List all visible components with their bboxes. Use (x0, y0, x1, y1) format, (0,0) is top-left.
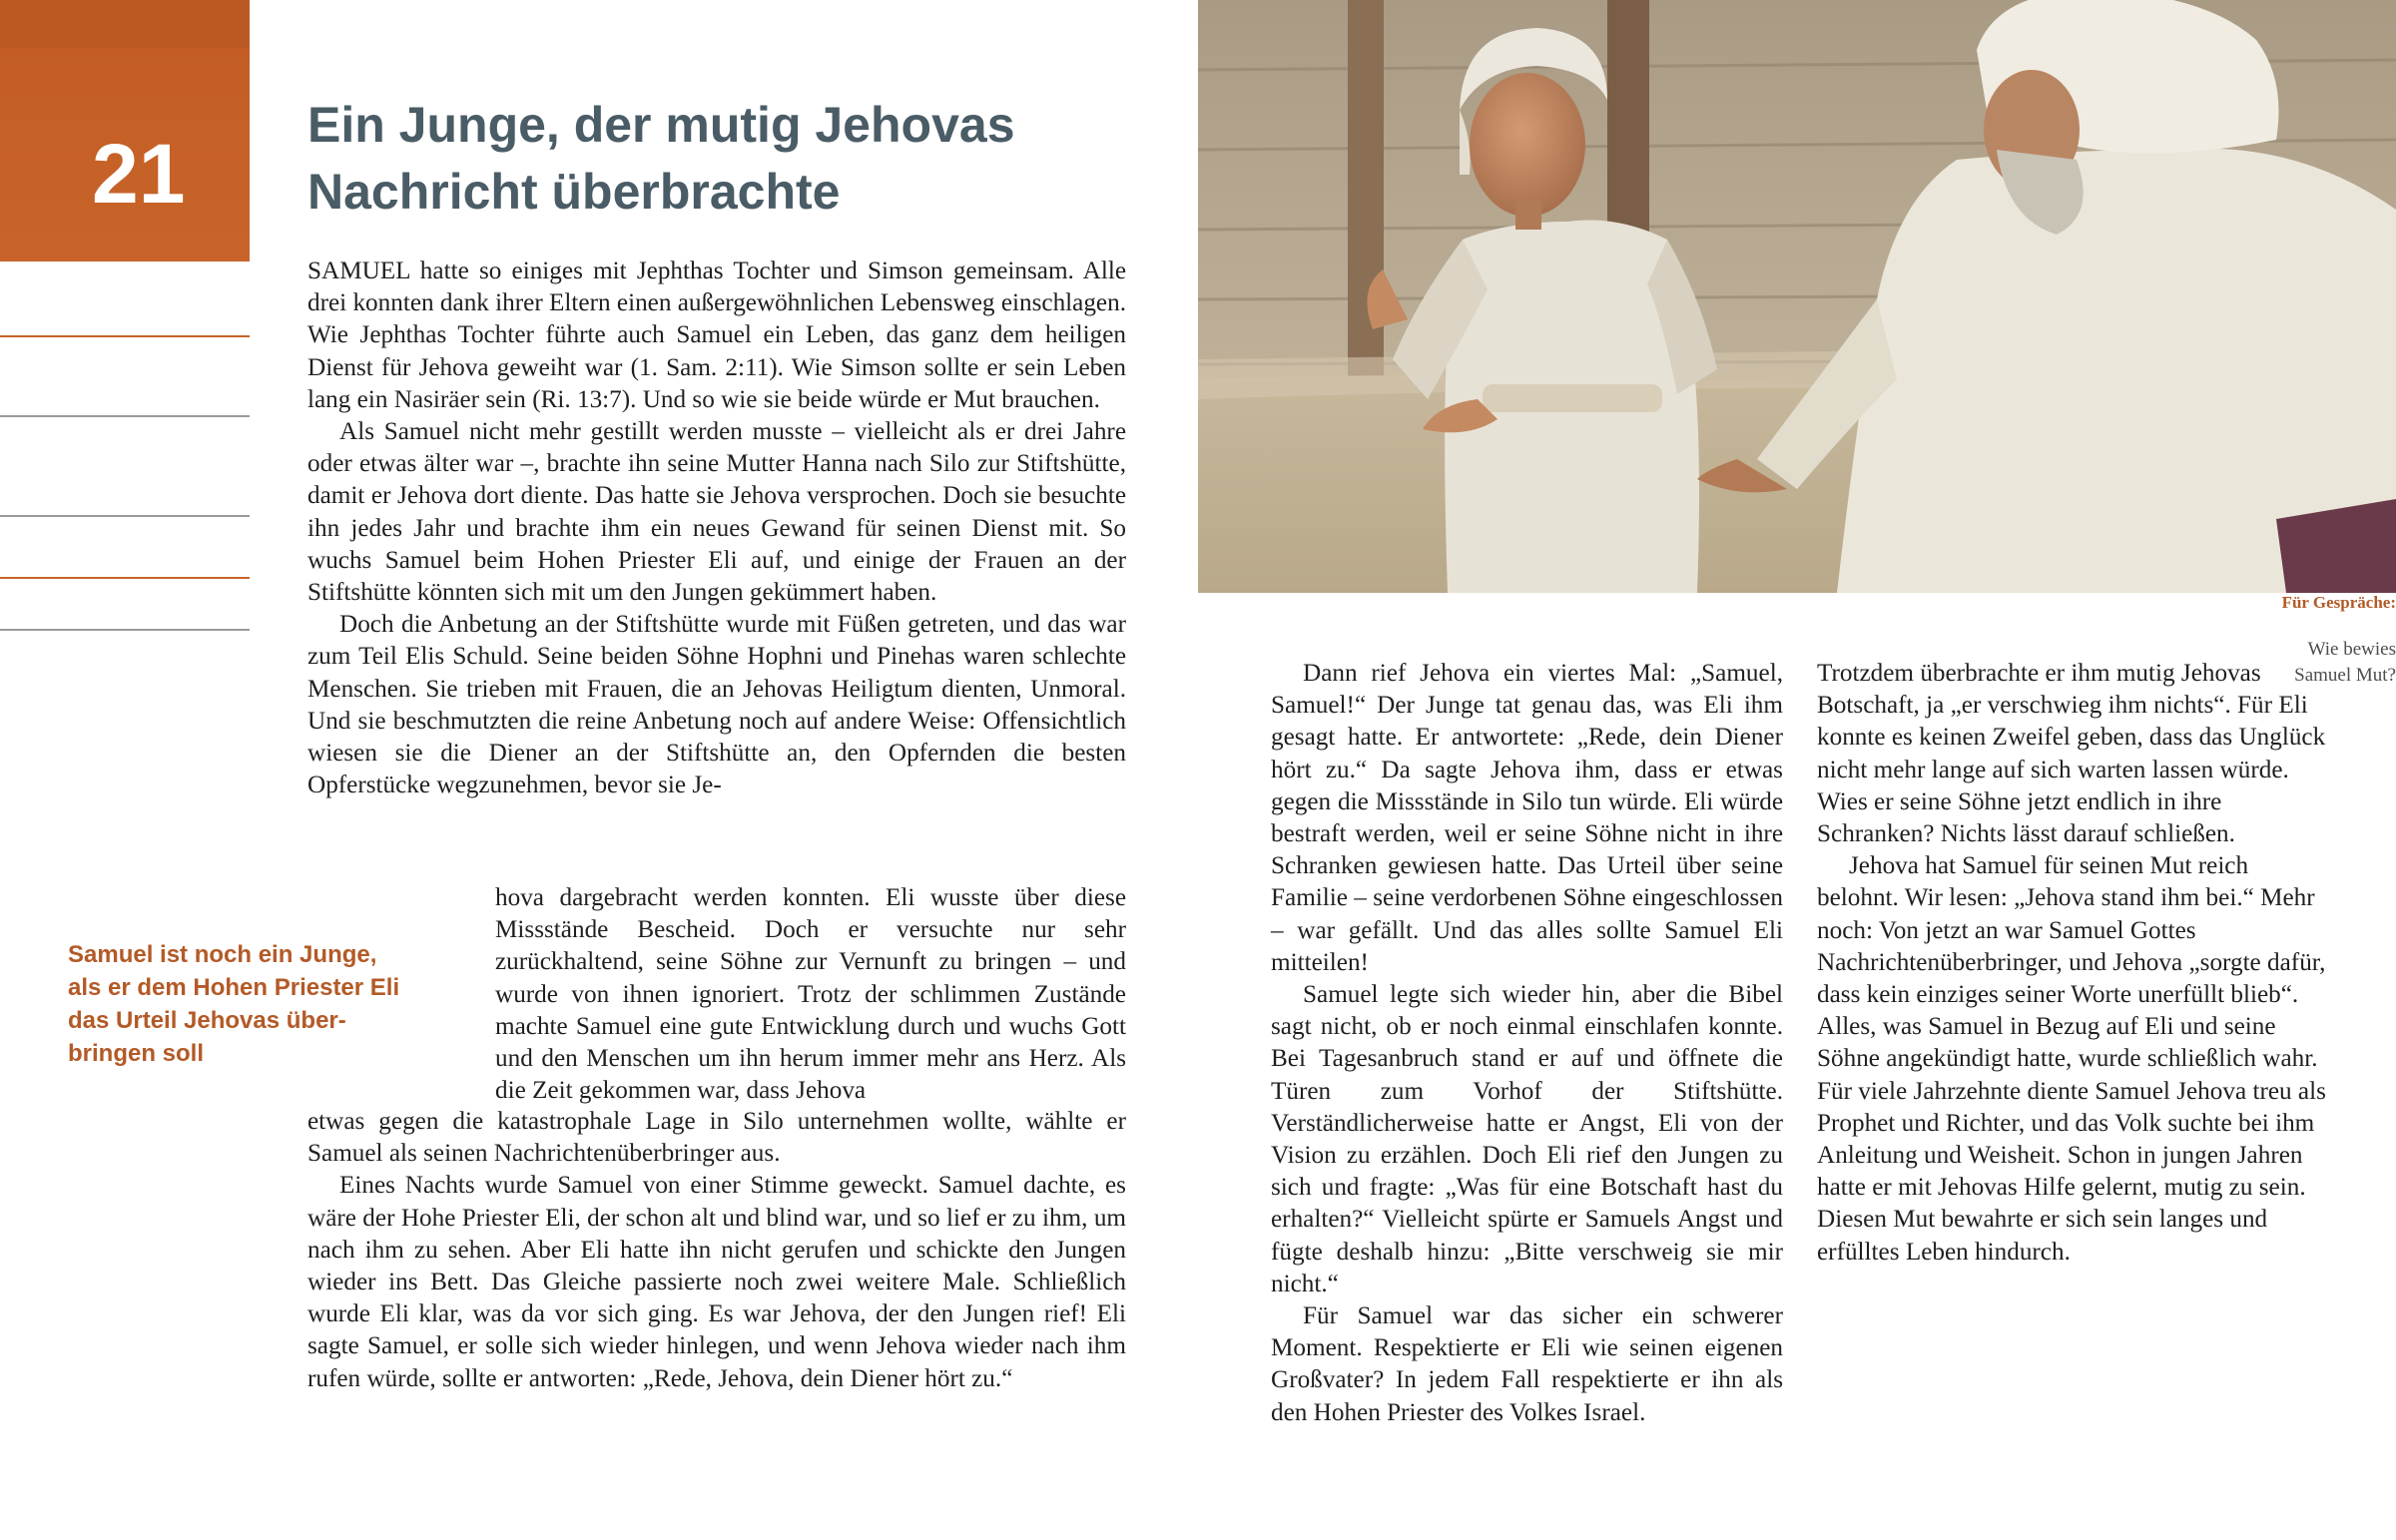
article-title-line: Nachricht überbrachte (307, 164, 841, 220)
sidebar-divider (0, 335, 250, 337)
image-caption (68, 938, 417, 1070)
paragraph: Für Samuel war das sicher ein schwerer Moment. Respektierte er Eli wie seinen eigenen Großvater? In jedem Fall respektierte er ihn als den Hohen Priester des Volkes Israel. (1271, 1302, 1783, 1426)
sidebar-divider (0, 515, 250, 517)
paragraph: etwas gegen die katastrophale Lage in Silo unternehmen wollte, wählte er Samuel als seinen Nachrichtenüberbringer aus. (307, 1108, 1126, 1168)
wooden-post (1348, 0, 1384, 419)
sidebar-divider (0, 415, 250, 417)
paragraph: Eines Nachts wurde Samuel von einer Stimme geweckt. Samuel dachte, es wäre der Hohe Priester Eli, der schon alt und blind war, und so lief er zu ihm, um nach ihm zu sehen. Aber Eli hatte ihn nicht gerufen und schickte den Jungen wieder ins Bett. Das Gleiche passierte noch zwei weitere Male. Schließlich wurde Eli klar, was da vor sich ging. Es war Jehova, der den Jungen rief! Eli sagte Samuel, er solle sich wieder hinlegen, und wenn Jehova wieder nach ihm rufen würde, sollte er antworten: „Rede, Jehova, dein Diener hört zu.“ (307, 1172, 1126, 1392)
chapter-tab (0, 0, 250, 261)
paragraph: Samuel legte sich wieder hin, aber die Bibel sagt nicht, ob er noch einmal einschlafen konnte. Bei Tagesanbruch stand er auf und öffnete die Türen zum Vorhof der Stiftshütte. Verständlicherweise hatte er Angst, Eli von der Vision zu erzählen. Doch Eli rief den Jungen zu sich und fragte: „Was für eine Botschaft hast du erhalten?“ Vielleicht spürte er Samuels Angst und fügte deshalb hinzu: „Bitte verschweig sie mir nicht.“ (1271, 981, 1783, 1297)
caption-line: als er dem Hohen Priester Eli (68, 974, 400, 1001)
caption-line: Samuel ist noch ein Junge, (68, 941, 377, 968)
body-column-middle (1271, 658, 1783, 1429)
body-column-right (1817, 658, 2329, 1269)
illustration-artwork (1198, 0, 2396, 593)
article-title-line: Ein Junge, der mutig Jehovas (307, 97, 1015, 153)
sidebar-discussion-heading: Für Gespräche: (2281, 593, 2396, 612)
chapter-number: 21 (92, 127, 186, 221)
article-title (307, 92, 1126, 226)
paragraph: Jehova hat Samuel für seinen Mut reich belohnt. Wir lesen: „Jehova stand ihm bei.“ Mehr noch: Von jetzt an war Samuel Gottes Nachrichtenüberbringer, und Jehova „sorgte dafür, dass kein einziges seiner Worte unerfüllt blieb“. Alles, was Samuel in Bezug auf Eli und seine Söhne angekündigt hatte, wurde schließlich wahr. Für viele Jahrzehnte diente Samuel Jehova treu als Prophet und Richter, und das Volk suchte bei ihm Anleitung und Weisheit. Schon in jungen Jahren hatte er mit Jehovas Hilfe gelernt, mutig zu sein. Diesen Mut bewahrte er sich sein langes und erfülltes Leben hindurch. (1817, 852, 2326, 1266)
paragraph: Trotzdem überbrachte er ihm mutig Jehovas Botschaft, ja „er verschwieg ihm nichts“. Für Eli konnte es keinen Zweifel geben, dass das Unglück nicht mehr lange auf sich warten lassen würde. Wies er seine Söhne jetzt endlich in ihre Schranken? Nichts lässt darauf schließen. (1817, 660, 2326, 848)
paragraph: Dann rief Jehova ein viertes Mal: „Samuel, Samuel!“ Der Junge tat genau das, was Eli ihm gesagt hatte. Er antwortete: „Rede, dein Diener hört zu.“ Da sagte Jehova ihm, dass er etwas gegen die Missstände in Silo tun würde. Eli würde bestraft werden, weil er seine Söhne nicht in ihre Schranken gewiesen hatte. Das Urteil über seine Familie – seine verdorbenen Söhne eingeschlossen – war gefällt. Und das alles sollte Samuel Eli mitteilen! (1271, 660, 1783, 976)
body-column-left-lower (307, 1106, 1126, 1395)
caption-line: das Urteil Jehovas über- (68, 1007, 346, 1034)
paragraph: Doch die Anbetung an der Stiftshütte wurde mit Füßen getreten, und das war zum Teil Elis Schuld. Seine beiden Söhne Hophni und Pinehas waren schlechte Menschen. Sie trieben mit Frauen, die an Jehovas Heiligtum dienten, Unmoral. Und sie beschmutzten die reine Anbetung noch auf andere Weise: Offensichtlich wiesen sie die Diener an der Stiftshütte an, den Opfernden die besten Opferstücke wegzunehmen, bevor sie Je- (307, 611, 1126, 799)
sidebar-discussion-question: Samuel Mut? (2294, 665, 2396, 686)
paragraph: SAMUEL hatte so einiges mit Jephthas Tochter und Simson gemeinsam. Alle drei konnten dank ihrer Eltern einen außergewöhnlichen Lebensweg einschlagen. Wie Jephthas Tochter führte auch Samuel ein Leben, das ganz dem heiligen Dienst für Jehova geweiht war (1. Sam. 2:11). Wie Simson sollte er sein Leben lang ein Nasiräer sein (Ri. 13:7). Und so wie sie beide würde er Mut brauchen. (307, 257, 1126, 413)
caption-line: bringen soll (68, 1040, 205, 1067)
illustration-samuel-and-eli (1198, 0, 2396, 593)
body-column-left (307, 256, 1126, 801)
paragraph: Als Samuel nicht mehr gestillt werden musste – vielleicht als er drei Jahre oder etwas älter war –, brachte ihn seine Mutter Hanna nach Silo zur Stiftshütte, damit er Jehova dort diente. Das hatte sie Jehova versprochen. Doch sie besuchte ihn jedes Jahr und brachte ihm ein neues Gewand für seinen Dienst mit. So wuchs Samuel beim Hohen Priester Eli auf, und einige der Frauen an der Stiftshütte könnten sich mit um den Jungen gekümmert haben. (307, 418, 1126, 607)
sidebar-divider (0, 629, 250, 631)
chapter-tab-top-band (0, 0, 250, 48)
body-column-left-indented (495, 882, 1126, 1107)
paragraph: hova dargebracht werden konnten. Eli wusste über diese Missstände Bescheid. Doch er versuchte nur sehr zurückhaltend, seine Söhne zur Vernunft zu bringen – und wurde von ihnen ignoriert. Trotz der schlimmen Zustände machte Samuel eine gute Entwicklung durch und wuchs Gott und den Menschen um ihn herum immer mehr ans Herz. Als die Zeit gekommen war, dass Jehova (495, 884, 1126, 1105)
sidebar-discussion-question: Wie bewies (2307, 639, 2396, 660)
sidebar-divider (0, 577, 250, 579)
